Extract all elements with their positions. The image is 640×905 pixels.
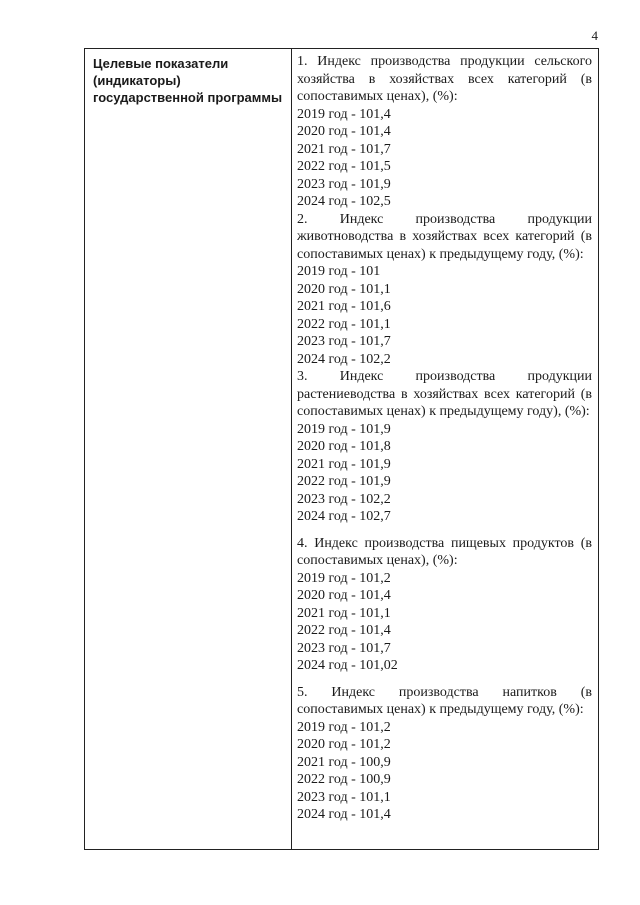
indicator-title: 1. Индекс производства продукции сельского хозяйства в хозяйствах всех категорий (в сопоставимых ценах), (%): — [297, 54, 592, 104]
table-label-cell: Целевые показатели (индикаторы) государственной программы — [85, 49, 292, 849]
indicator-value: 2021 год - 101,7 — [297, 141, 391, 157]
indicator-title: 4. Индекс производства пищевых продуктов (в сопоставимых ценах), (%): — [297, 535, 592, 568]
indicator-4 — [297, 535, 592, 675]
indicator-value: 2022 год - 101,4 — [297, 623, 391, 638]
table-indicators-cell — [292, 49, 598, 849]
indicator-value: 2024 год - 102,5 — [297, 194, 391, 209]
indicator-value: 2022 год - 100,9 — [297, 772, 391, 787]
indicator-value: 2020 год - 101,4 — [297, 588, 391, 603]
indicator-value: 2019 год - 101,2 — [297, 719, 391, 735]
indicator-value: 2021 год - 101,6 — [297, 299, 391, 314]
indicator-value: 2022 год - 101,1 — [297, 316, 391, 332]
indicator-value: 2023 год - 102,2 — [297, 491, 391, 507]
indicator-value: 2022 год - 101,5 — [297, 159, 391, 174]
indicator-value: 2024 год - 102,2 — [297, 351, 391, 367]
indicator-value: 2019 год - 101,4 — [297, 106, 391, 122]
indicator-value: 2024 год - 101,02 — [297, 658, 398, 673]
indicator-value: 2022 год - 101,9 — [297, 474, 391, 489]
indicator-2 — [297, 211, 592, 369]
indicator-value: 2023 год - 101,7 — [297, 640, 391, 656]
indicator-value: 2020 год - 101,1 — [297, 281, 391, 297]
indicator-title: 2. Индекс производства продукции животноводства в хозяйствах всех категорий (в сопоставимых ценах) к предыдущему году, (%): — [297, 211, 592, 262]
indicator-value: 2021 год - 100,9 — [297, 754, 391, 770]
indicator-value: 2020 год - 101,4 — [297, 124, 391, 139]
indicator-value: 2019 год - 101 — [297, 264, 381, 279]
indicator-value: 2023 год - 101,7 — [297, 334, 391, 349]
indicator-1 — [297, 53, 592, 211]
indicator-value: 2024 год - 102,7 — [297, 509, 391, 524]
indicator-3 — [297, 368, 592, 526]
indicators-table — [84, 48, 599, 850]
indicator-title: 5. Индекс производства напитков (в сопоставимых ценах) к предыдущему году, (%): — [297, 684, 592, 717]
indicator-value: 2023 год - 101,9 — [297, 176, 391, 192]
indicator-5 — [297, 684, 592, 824]
indicator-value: 2019 год - 101,9 — [297, 421, 391, 437]
indicator-value: 2024 год - 101,4 — [297, 807, 391, 822]
indicator-value: 2020 год - 101,8 — [297, 439, 391, 454]
page-number: 4 — [591, 28, 598, 43]
indicator-value: 2019 год - 101,2 — [297, 570, 391, 586]
indicator-value: 2021 год - 101,1 — [297, 605, 391, 621]
indicator-value: 2023 год - 101,1 — [297, 789, 391, 805]
indicator-value: 2020 год - 101,2 — [297, 737, 391, 752]
indicator-title: 3. Индекс производства продукции растениеводства в хозяйствах всех категорий (в сопоставимых ценах) к предыдущему году), (%): — [297, 369, 592, 419]
indicator-value: 2021 год - 101,9 — [297, 456, 391, 472]
